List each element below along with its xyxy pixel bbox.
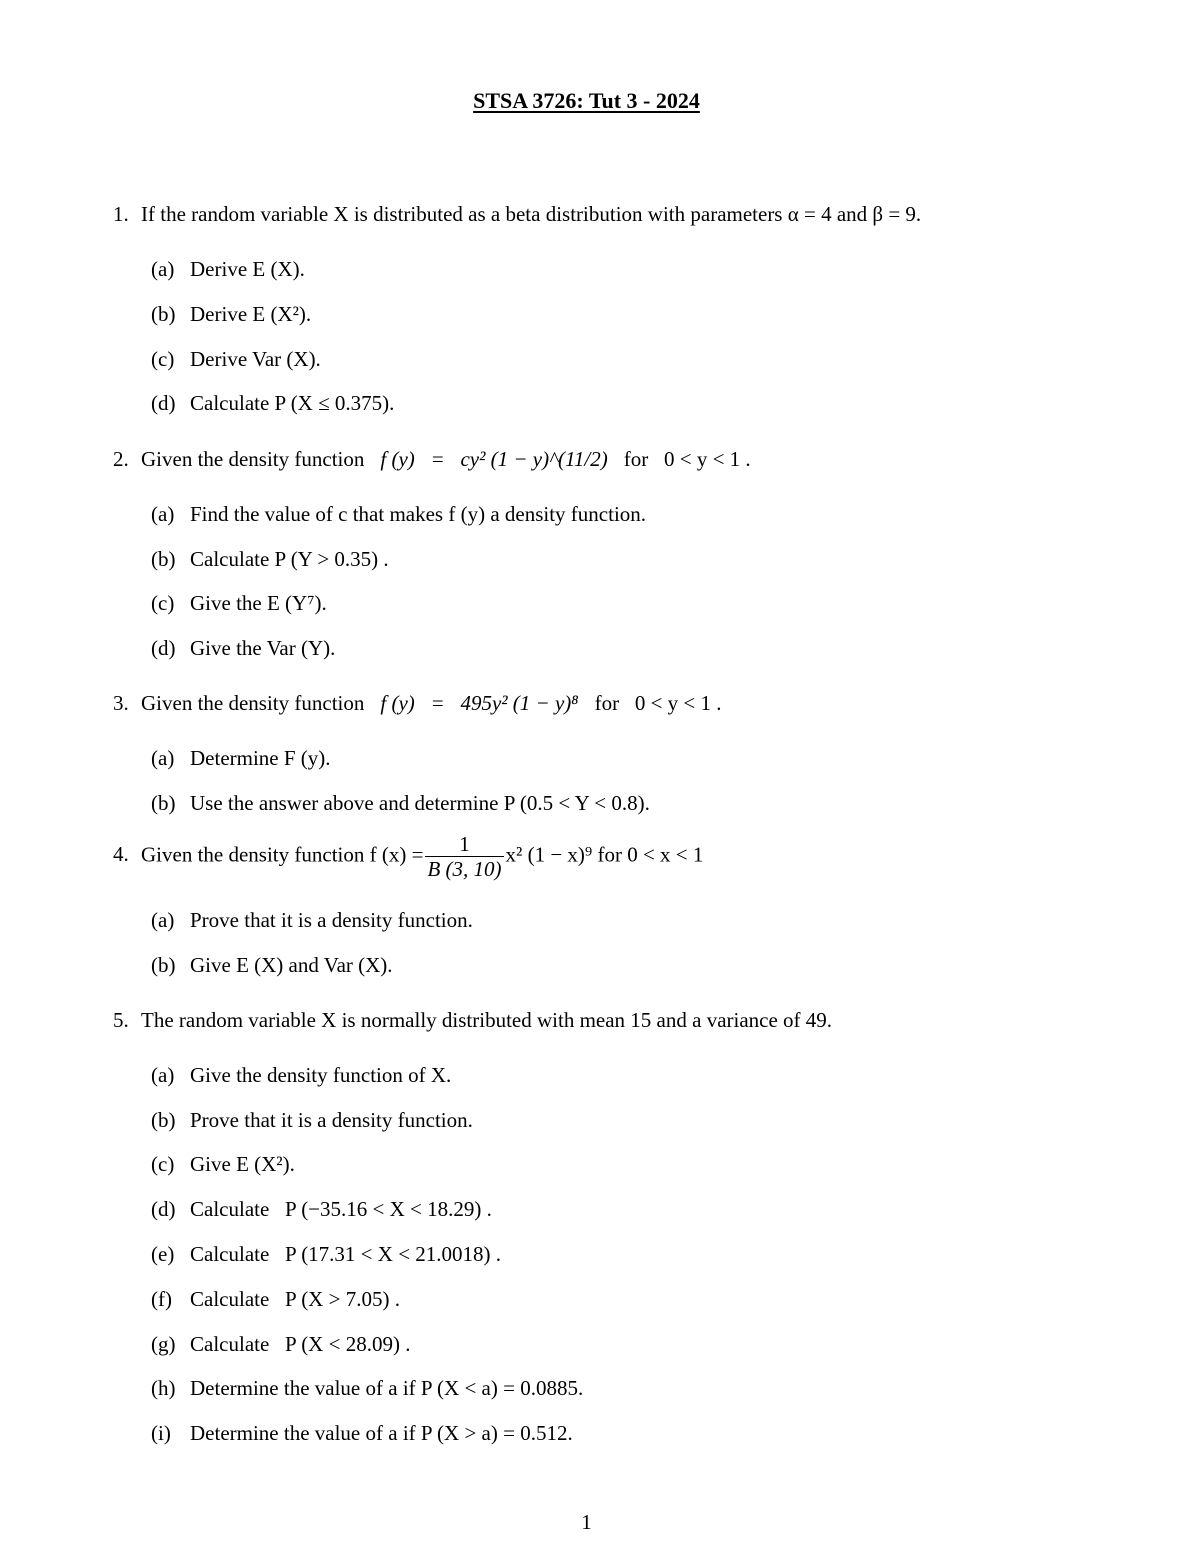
question-text: Given the density function bbox=[141, 447, 365, 471]
part-text: Prove that it is a density function. bbox=[190, 1108, 473, 1132]
part-label: (c) bbox=[151, 347, 175, 371]
question-5-part-f bbox=[151, 1287, 400, 1312]
question-number: 4. bbox=[113, 842, 129, 867]
part-label: (d) bbox=[151, 1197, 176, 1221]
formula-suffix: x² (1 − x)⁹ for 0 < x < 1 bbox=[505, 842, 704, 867]
question-1-part-b bbox=[151, 302, 311, 327]
part-text: Calculate P (X > 7.05) . bbox=[190, 1287, 400, 1311]
part-label: (b) bbox=[151, 1108, 176, 1132]
part-text: Derive E (X²). bbox=[190, 302, 312, 326]
part-text: Use the answer above and determine P (0.5 < Y < 0.8). bbox=[190, 791, 650, 815]
part-text: Calculate P (Y > 0.35) . bbox=[190, 547, 389, 571]
page-title: STSA 3726: Tut 3 - 2024 bbox=[473, 88, 700, 113]
fraction bbox=[425, 832, 503, 881]
question-4-part-b bbox=[151, 953, 393, 978]
part-label: (a) bbox=[151, 746, 175, 770]
question-5 bbox=[113, 1008, 832, 1033]
part-label: (d) bbox=[151, 391, 176, 415]
question-3 bbox=[113, 691, 722, 716]
part-text: Calculate P (−35.16 < X < 18.29) . bbox=[190, 1197, 492, 1221]
part-text: Give the E (Y⁷). bbox=[190, 591, 327, 615]
page-number: 1 bbox=[581, 1510, 592, 1534]
question-number: 2. bbox=[113, 447, 129, 471]
part-label: (i) bbox=[151, 1421, 171, 1445]
question-4-part-a bbox=[151, 908, 473, 933]
question-text: Given the density function f (x) = bbox=[141, 842, 424, 867]
part-text: Determine the value of a if P (X < a) = 0.0885. bbox=[190, 1376, 584, 1400]
part-text: Derive Var (X). bbox=[190, 347, 321, 371]
question-5-part-d bbox=[151, 1197, 492, 1222]
part-text: Calculate P (X < 28.09) . bbox=[190, 1332, 411, 1356]
question-5-part-a bbox=[151, 1063, 451, 1088]
part-label: (h) bbox=[151, 1376, 176, 1400]
question-5-part-e bbox=[151, 1242, 501, 1267]
part-text: Find the value of c that makes f (y) a density function. bbox=[190, 502, 647, 526]
question-2-part-a bbox=[151, 502, 646, 527]
question-5-part-b bbox=[151, 1108, 473, 1133]
part-label: (f) bbox=[151, 1287, 172, 1311]
part-text: Prove that it is a density function. bbox=[190, 908, 473, 932]
part-label: (e) bbox=[151, 1242, 175, 1266]
question-2-part-d bbox=[151, 636, 335, 661]
part-text: Give E (X²). bbox=[190, 1152, 295, 1176]
domain-condition: for 0 < y < 1 . bbox=[594, 691, 722, 715]
part-label: (b) bbox=[151, 953, 176, 977]
part-text: Derive E (X). bbox=[190, 257, 305, 281]
part-text: Calculate P (17.31 < X < 21.0018) . bbox=[190, 1242, 502, 1266]
question-4 bbox=[113, 832, 703, 881]
part-text: Calculate P (X ≤ 0.375). bbox=[190, 391, 395, 415]
part-label: (d) bbox=[151, 636, 176, 660]
part-label: (a) bbox=[151, 257, 175, 281]
part-text: Give the Var (Y). bbox=[190, 636, 336, 660]
question-3-part-b bbox=[151, 791, 650, 816]
part-label: (b) bbox=[151, 547, 176, 571]
question-1-part-a bbox=[151, 257, 305, 282]
part-label: (a) bbox=[151, 502, 175, 526]
question-number: 5. bbox=[113, 1008, 129, 1032]
part-text: Give the density function of X. bbox=[190, 1063, 452, 1087]
question-text: The random variable X is normally distributed with mean 15 and a variance of 49. bbox=[141, 1008, 833, 1032]
question-text: If the random variable X is distributed as a beta distribution with parameters α = 4 and β = 9. bbox=[141, 202, 922, 226]
part-label: (a) bbox=[151, 1063, 175, 1087]
part-text: Determine F (y). bbox=[190, 746, 331, 770]
fraction-denominator: B (3, 10) bbox=[427, 857, 502, 882]
question-1-part-c bbox=[151, 347, 321, 372]
density-formula: f (y) = cy² (1 − y)^(11/2) bbox=[380, 447, 608, 471]
part-label: (c) bbox=[151, 1152, 175, 1176]
fraction-numerator: 1 bbox=[425, 832, 503, 857]
question-1-part-d bbox=[151, 391, 394, 416]
part-text: Determine the value of a if P (X > a) = 0.512. bbox=[190, 1421, 573, 1445]
question-2-part-c bbox=[151, 591, 327, 616]
domain-condition: for 0 < y < 1 . bbox=[623, 447, 751, 471]
question-2-part-b bbox=[151, 547, 389, 572]
question-3-part-a bbox=[151, 746, 331, 771]
question-5-part-g bbox=[151, 1332, 410, 1357]
part-label: (b) bbox=[151, 302, 176, 326]
density-formula: f (y) = 495y² (1 − y)⁸ bbox=[380, 691, 579, 715]
question-5-part-h bbox=[151, 1376, 583, 1401]
part-label: (a) bbox=[151, 908, 175, 932]
part-label: (b) bbox=[151, 791, 176, 815]
question-1 bbox=[113, 202, 921, 227]
part-label: (g) bbox=[151, 1332, 176, 1356]
question-2 bbox=[113, 447, 751, 472]
question-number: 1. bbox=[113, 202, 129, 226]
part-text: Give E (X) and Var (X). bbox=[190, 953, 393, 977]
question-text: Given the density function bbox=[141, 691, 365, 715]
question-5-part-c bbox=[151, 1152, 295, 1177]
part-label: (c) bbox=[151, 591, 175, 615]
question-number: 3. bbox=[113, 691, 129, 715]
question-5-part-i bbox=[151, 1421, 573, 1446]
